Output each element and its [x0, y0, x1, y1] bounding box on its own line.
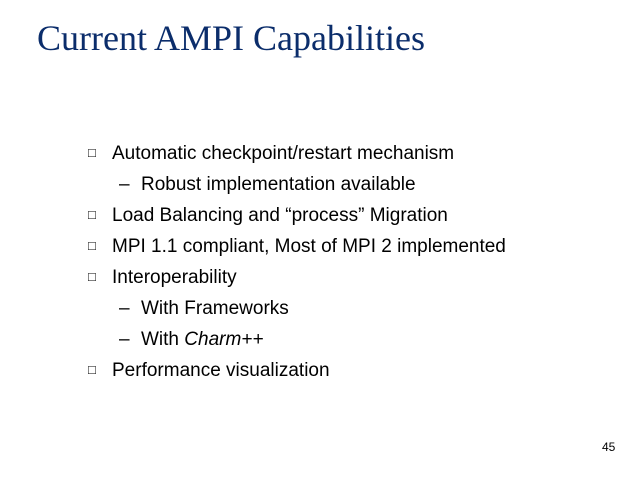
bullet-text: MPI 1.1 compliant, Most of MPI 2 implemented: [112, 236, 506, 257]
bullet-text: Interoperability: [112, 267, 237, 288]
dash-marker: –: [119, 298, 130, 319]
slide-title: Current AMPI Capabilities: [37, 18, 425, 58]
dash-marker: –: [119, 174, 130, 195]
subbullet-text-prefix: With: [141, 329, 185, 350]
bullet-item-load-balancing: [0, 200, 640, 231]
bullet-text: Load Balancing and “process” Migration: [112, 205, 448, 226]
page-number: 45: [602, 440, 616, 454]
bullet-text: Performance visualization: [112, 360, 330, 381]
bullet-marker-icon: □: [88, 362, 96, 377]
dash-marker: –: [119, 329, 130, 350]
subbullet-text: With Frameworks: [141, 298, 289, 319]
charm-emphasis: Charm++: [184, 329, 264, 350]
subbullet-item-frameworks: [0, 293, 640, 324]
subbullet-item-robust: [0, 169, 640, 200]
bullet-marker-icon: □: [88, 238, 96, 253]
bullet-list: [0, 138, 640, 386]
bullet-item-visualization: [0, 355, 640, 386]
subbullet-text: [141, 324, 263, 355]
bullet-item-mpi-compliance: [0, 231, 640, 262]
bullet-item-interoperability: [0, 262, 640, 293]
subbullet-text: Robust implementation available: [141, 174, 416, 195]
bullet-marker-icon: □: [88, 145, 96, 160]
bullet-item-checkpoint: [0, 138, 640, 169]
subbullet-item-charm: [0, 324, 640, 355]
bullet-marker-icon: □: [88, 269, 96, 284]
bullet-marker-icon: □: [88, 207, 96, 222]
bullet-text: Automatic checkpoint/restart mechanism: [112, 143, 455, 164]
